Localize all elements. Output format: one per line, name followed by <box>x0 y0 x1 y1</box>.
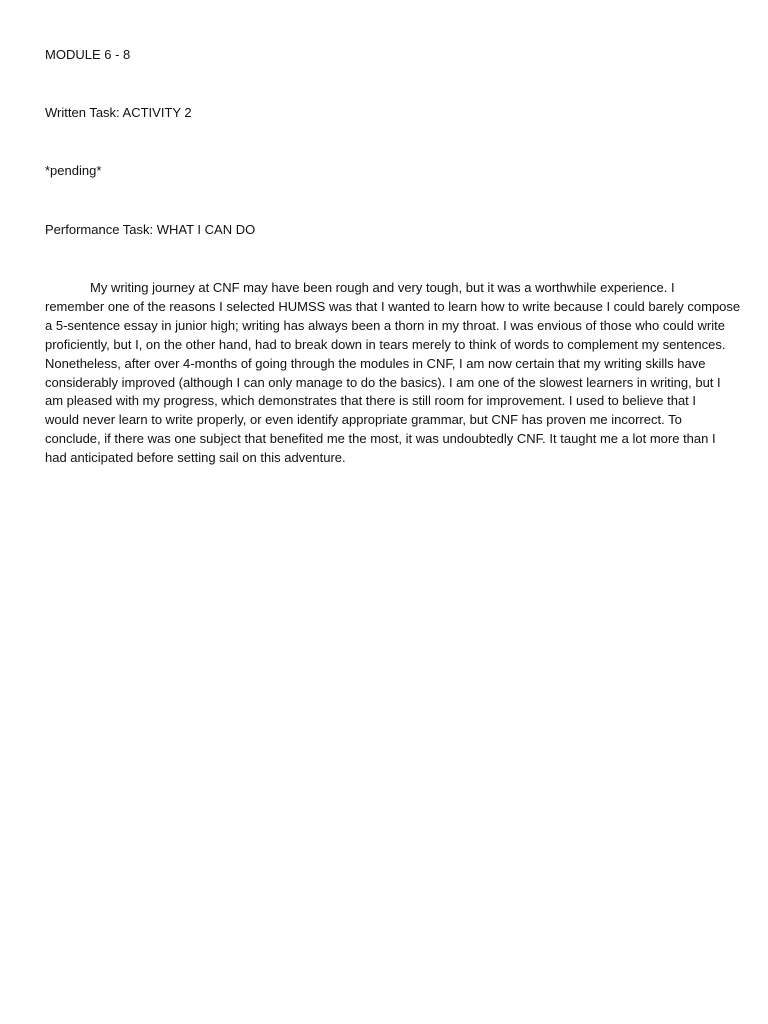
essay-paragraph <box>45 279 741 468</box>
paragraph-line: conclude, if there was one subject that benefited me the most, it was undoubtedly CNF. It taught me a lot more than I <box>45 431 716 447</box>
module-heading: MODULE 6 - 8 <box>45 47 131 62</box>
performance-task-heading: Performance Task: WHAT I CAN DO <box>45 222 256 237</box>
paragraph-line: considerably improved (although I can only manage to do the basics). I am one of the slowest learners in writing, but I <box>45 374 721 390</box>
paragraph-line: would never learn to write properly, or even identify appropriate grammar, but CNF has proven me incorrect. To <box>45 412 682 428</box>
paragraph-line: had anticipated before setting sail on this adventure. <box>45 450 346 466</box>
paragraph-line: am pleased with my progress, which demonstrates that there is still room for improvement. I used to believe that I <box>45 393 697 409</box>
paragraph-line: proficiently, but I, on the other hand, had to break down in tears merely to think of words to complement my sentences. <box>45 336 726 352</box>
pending-note: *pending* <box>45 163 102 178</box>
paragraph-line: a 5-sentence essay in junior high; writing has always been a thorn in my throat. I was envious of those who could write <box>45 317 725 333</box>
paragraph-line: My writing journey at CNF may have been rough and very tough, but it was a worthwhile experience. I <box>90 280 675 295</box>
paragraph-line: Nonetheless, after over 4-months of going through the modules in CNF, I am now certain that my writing skills have <box>45 355 706 371</box>
written-task-heading: Written Task: ACTIVITY 2 <box>45 105 192 120</box>
paragraph-line: remember one of the reasons I selected HUMSS was that I wanted to learn how to write because I could barely compose <box>45 298 741 314</box>
